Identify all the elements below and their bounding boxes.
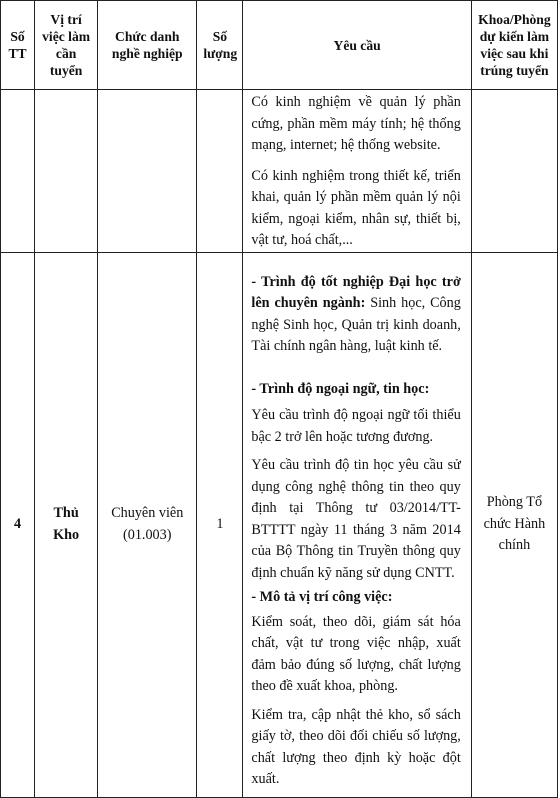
- requirement-text: Có kinh nghiệm trong thiết kế, triển khai, quản lý phần mềm quản lý nội kiểm, ngoại kiểm, nhân sự, thiết bị, vật tư, hoá chất,...: [251, 167, 461, 248]
- job-description-label: - Mô tả vị trí công việc:: [251, 589, 393, 605]
- header-position: Vị trí việc làm cần tuyển: [35, 1, 98, 90]
- header-requirements: Yêu cầu: [243, 1, 471, 90]
- header-stt: Số TT: [1, 1, 35, 90]
- header-quantity: Số lượng: [197, 1, 243, 90]
- header-department: Khoa/Phòng dự kiến làm việc sau khi trúng tuyển: [471, 1, 557, 90]
- table-row-previous: [1, 90, 558, 253]
- requirements-cell: [243, 252, 471, 797]
- row-quantity: 1: [197, 252, 243, 797]
- education-label: - Trình độ tốt nghiệp Đại học trở lên chuyên ngành:: [251, 273, 461, 311]
- job-description-text: Kiểm tra, cập nhật thẻ kho, sổ sách giấy tờ, theo dõi đối chiếu số lượng, chất lượng theo định kỳ hoặc đột xuất.: [251, 706, 461, 787]
- cell-empty: [471, 90, 557, 253]
- cell-empty: [1, 90, 35, 253]
- language-label: - Trình độ ngoại ngữ, tin học:: [251, 380, 430, 397]
- table-row: [1, 252, 558, 797]
- language-requirement: Yêu cầu trình độ ngoại ngữ tối thiểu bậc 2 trở lên hoặc tương đương.: [251, 407, 461, 445]
- job-description-text: Kiểm soát, theo dõi, giám sát hóa chất, vật tư trong việc nhập, xuất đảm bảo đúng số lượng, chất lượng theo đề xuất khoa, phòng.: [251, 613, 461, 694]
- education-requirement: [251, 272, 460, 358]
- header-title: Chức danh nghề nghiệp: [98, 1, 197, 90]
- row-department: Phòng Tổ chức Hành chính: [471, 252, 557, 797]
- it-requirement: Yêu cầu trình độ tin học yêu cầu sử dụng công nghệ thông tin theo quy định tại Thông tư 03/2014/TT-BTTTT ngày 11 tháng 3 năm 2014 của Bộ Thông tin Truyền thông quy định chuẩn kỹ năng sử dụng CNTT.: [251, 457, 461, 581]
- row-stt: 4: [1, 252, 35, 797]
- requirements-cell: [243, 90, 471, 253]
- header-row: [1, 1, 558, 90]
- requirement-text: Có kinh nghiệm về quản lý phần cứng, phần mềm máy tính; hệ thống mạng, internet; hệ thống website.: [251, 94, 461, 153]
- cell-empty: [197, 90, 243, 253]
- row-title: Chuyên viên (01.003): [98, 252, 197, 797]
- education-text: Sinh học, Công nghệ Sinh học, Quản trị kinh doanh, Tài chính ngân hàng, luật kinh tế.: [251, 295, 461, 354]
- row-position: Thủ Kho: [35, 252, 98, 797]
- cell-empty: [35, 90, 98, 253]
- cell-empty: [98, 90, 197, 253]
